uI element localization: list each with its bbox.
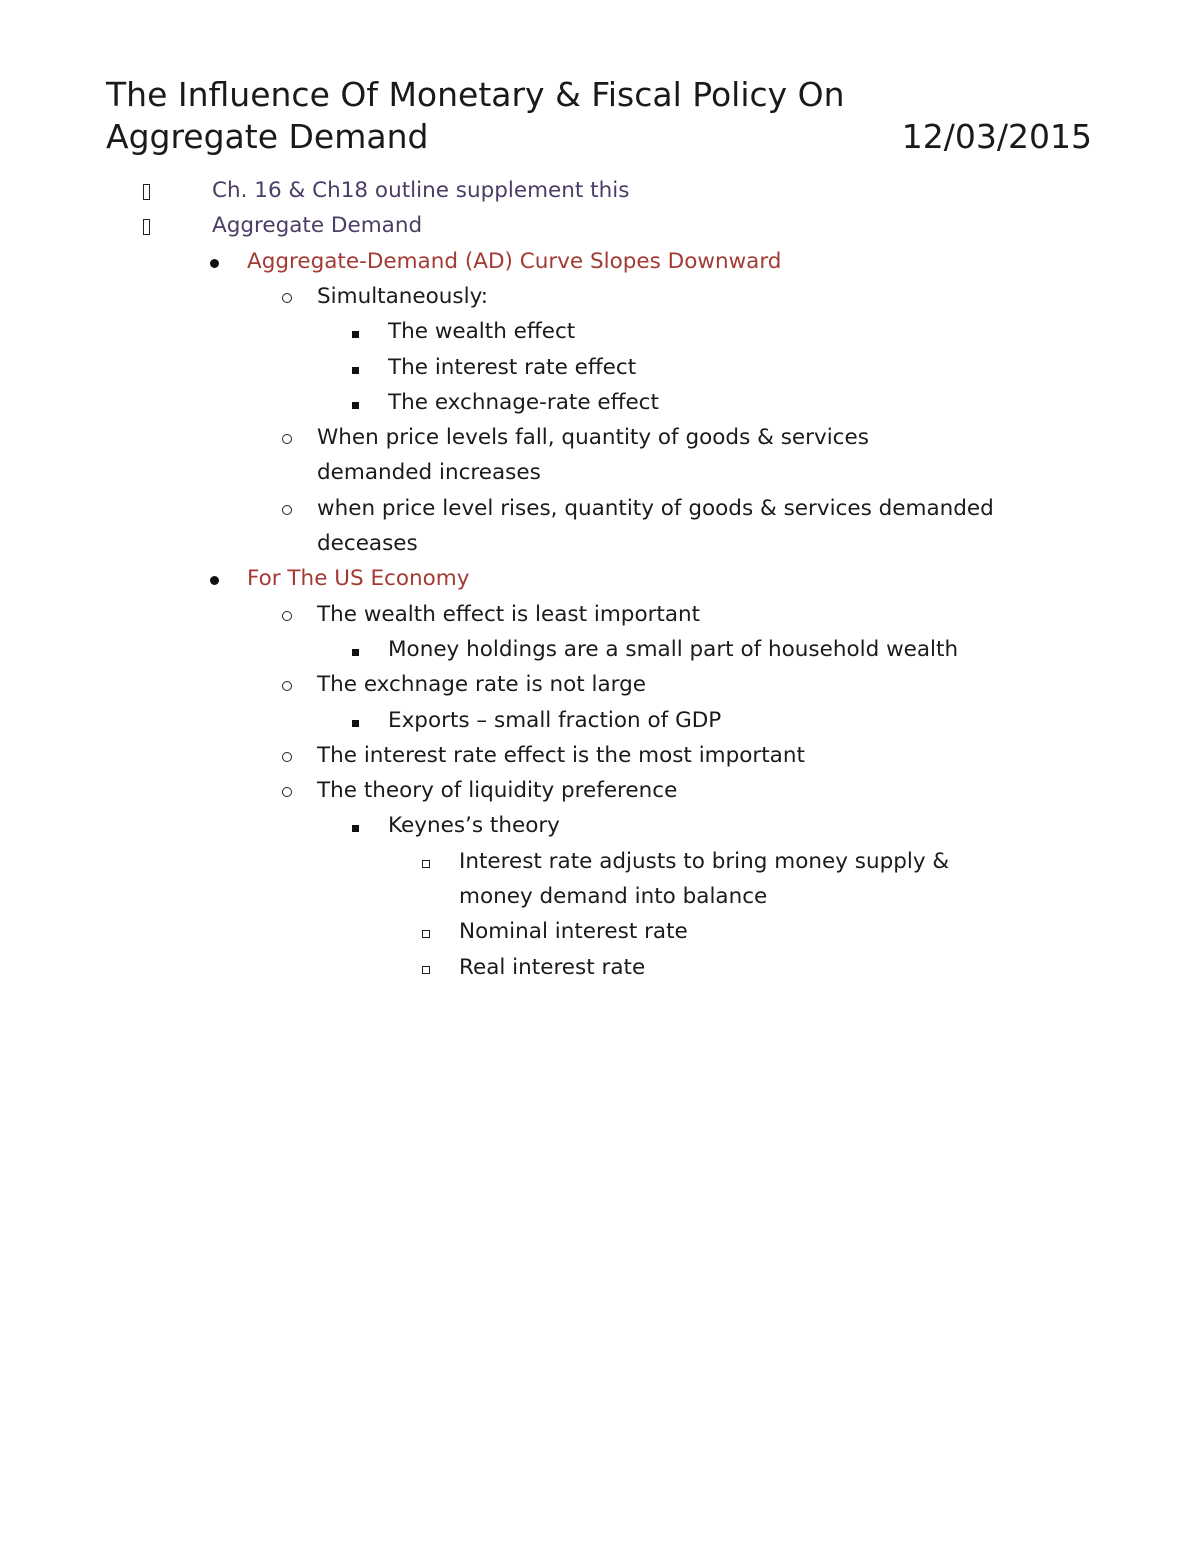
outline-item-text: money demand into balance — [459, 884, 768, 909]
square-bullet-icon — [352, 385, 359, 420]
hollow-square-bullet-icon — [422, 914, 430, 949]
outline-item-text: The interest rate effect is the most important — [317, 742, 805, 768]
hollow-square-bullet-icon — [422, 844, 430, 879]
outline-item-text: The wealth effect is least important — [317, 601, 701, 627]
circle-bullet-icon — [282, 597, 292, 632]
outline-item-text: The exchnage-rate effect — [388, 389, 659, 415]
outline-item-text: deceases — [317, 531, 418, 556]
box-bullet-icon — [143, 173, 150, 211]
circle-bullet-icon — [282, 667, 292, 702]
page-date: 12/03/2015 — [901, 117, 1092, 156]
disc-bullet-icon — [210, 244, 219, 279]
circle-bullet-icon — [282, 773, 292, 808]
outline-item-text: The wealth effect — [388, 319, 576, 345]
outline-item-text: Aggregate Demand — [212, 213, 423, 239]
outline-item-text: Keynes’s theory — [388, 813, 560, 839]
square-bullet-icon — [352, 314, 359, 349]
disc-bullet-icon — [210, 561, 219, 596]
square-bullet-icon — [352, 350, 359, 385]
outline-item-text: Simultaneously: — [317, 283, 488, 309]
page-title-line-2: Aggregate Demand — [106, 117, 429, 156]
page-title-line-1: The Influence Of Monetary & Fiscal Policy On — [106, 75, 845, 114]
outline-item-text: Aggregate-Demand (AD) Curve Slopes Downward — [247, 248, 782, 274]
circle-bullet-icon — [282, 420, 292, 455]
outline-item-text: Real interest rate — [459, 954, 646, 980]
circle-bullet-icon — [282, 279, 292, 314]
square-bullet-icon — [352, 808, 359, 843]
outline-item-text: Money holdings are a small part of household wealth — [388, 636, 959, 662]
box-bullet-icon — [143, 208, 150, 246]
outline-item-text: Ch. 16 & Ch18 outline supplement this — [212, 178, 630, 203]
outline-item-text: The theory of liquidity preference — [317, 778, 678, 804]
square-bullet-icon — [352, 632, 359, 667]
circle-bullet-icon — [282, 491, 292, 526]
circle-bullet-icon — [282, 738, 292, 773]
outline-item-text: when price level rises, quantity of goods & services demanded — [317, 495, 994, 521]
outline-item-text: Exports – small fraction of GDP — [388, 707, 722, 733]
outline-item-text: The exchnage rate is not large — [317, 672, 647, 698]
outline-item-text: For The US Economy — [247, 566, 470, 592]
square-bullet-icon — [352, 703, 359, 738]
outline-item-text: Nominal interest rate — [459, 919, 688, 945]
hollow-square-bullet-icon — [422, 950, 430, 985]
outline-item-text: demanded increases — [317, 460, 541, 486]
outline-item-text: Interest rate adjusts to bring money supply & — [459, 848, 950, 874]
outline-item-text: When price levels fall, quantity of goods & services — [317, 425, 869, 451]
outline-item-text: The interest rate effect — [388, 354, 637, 380]
